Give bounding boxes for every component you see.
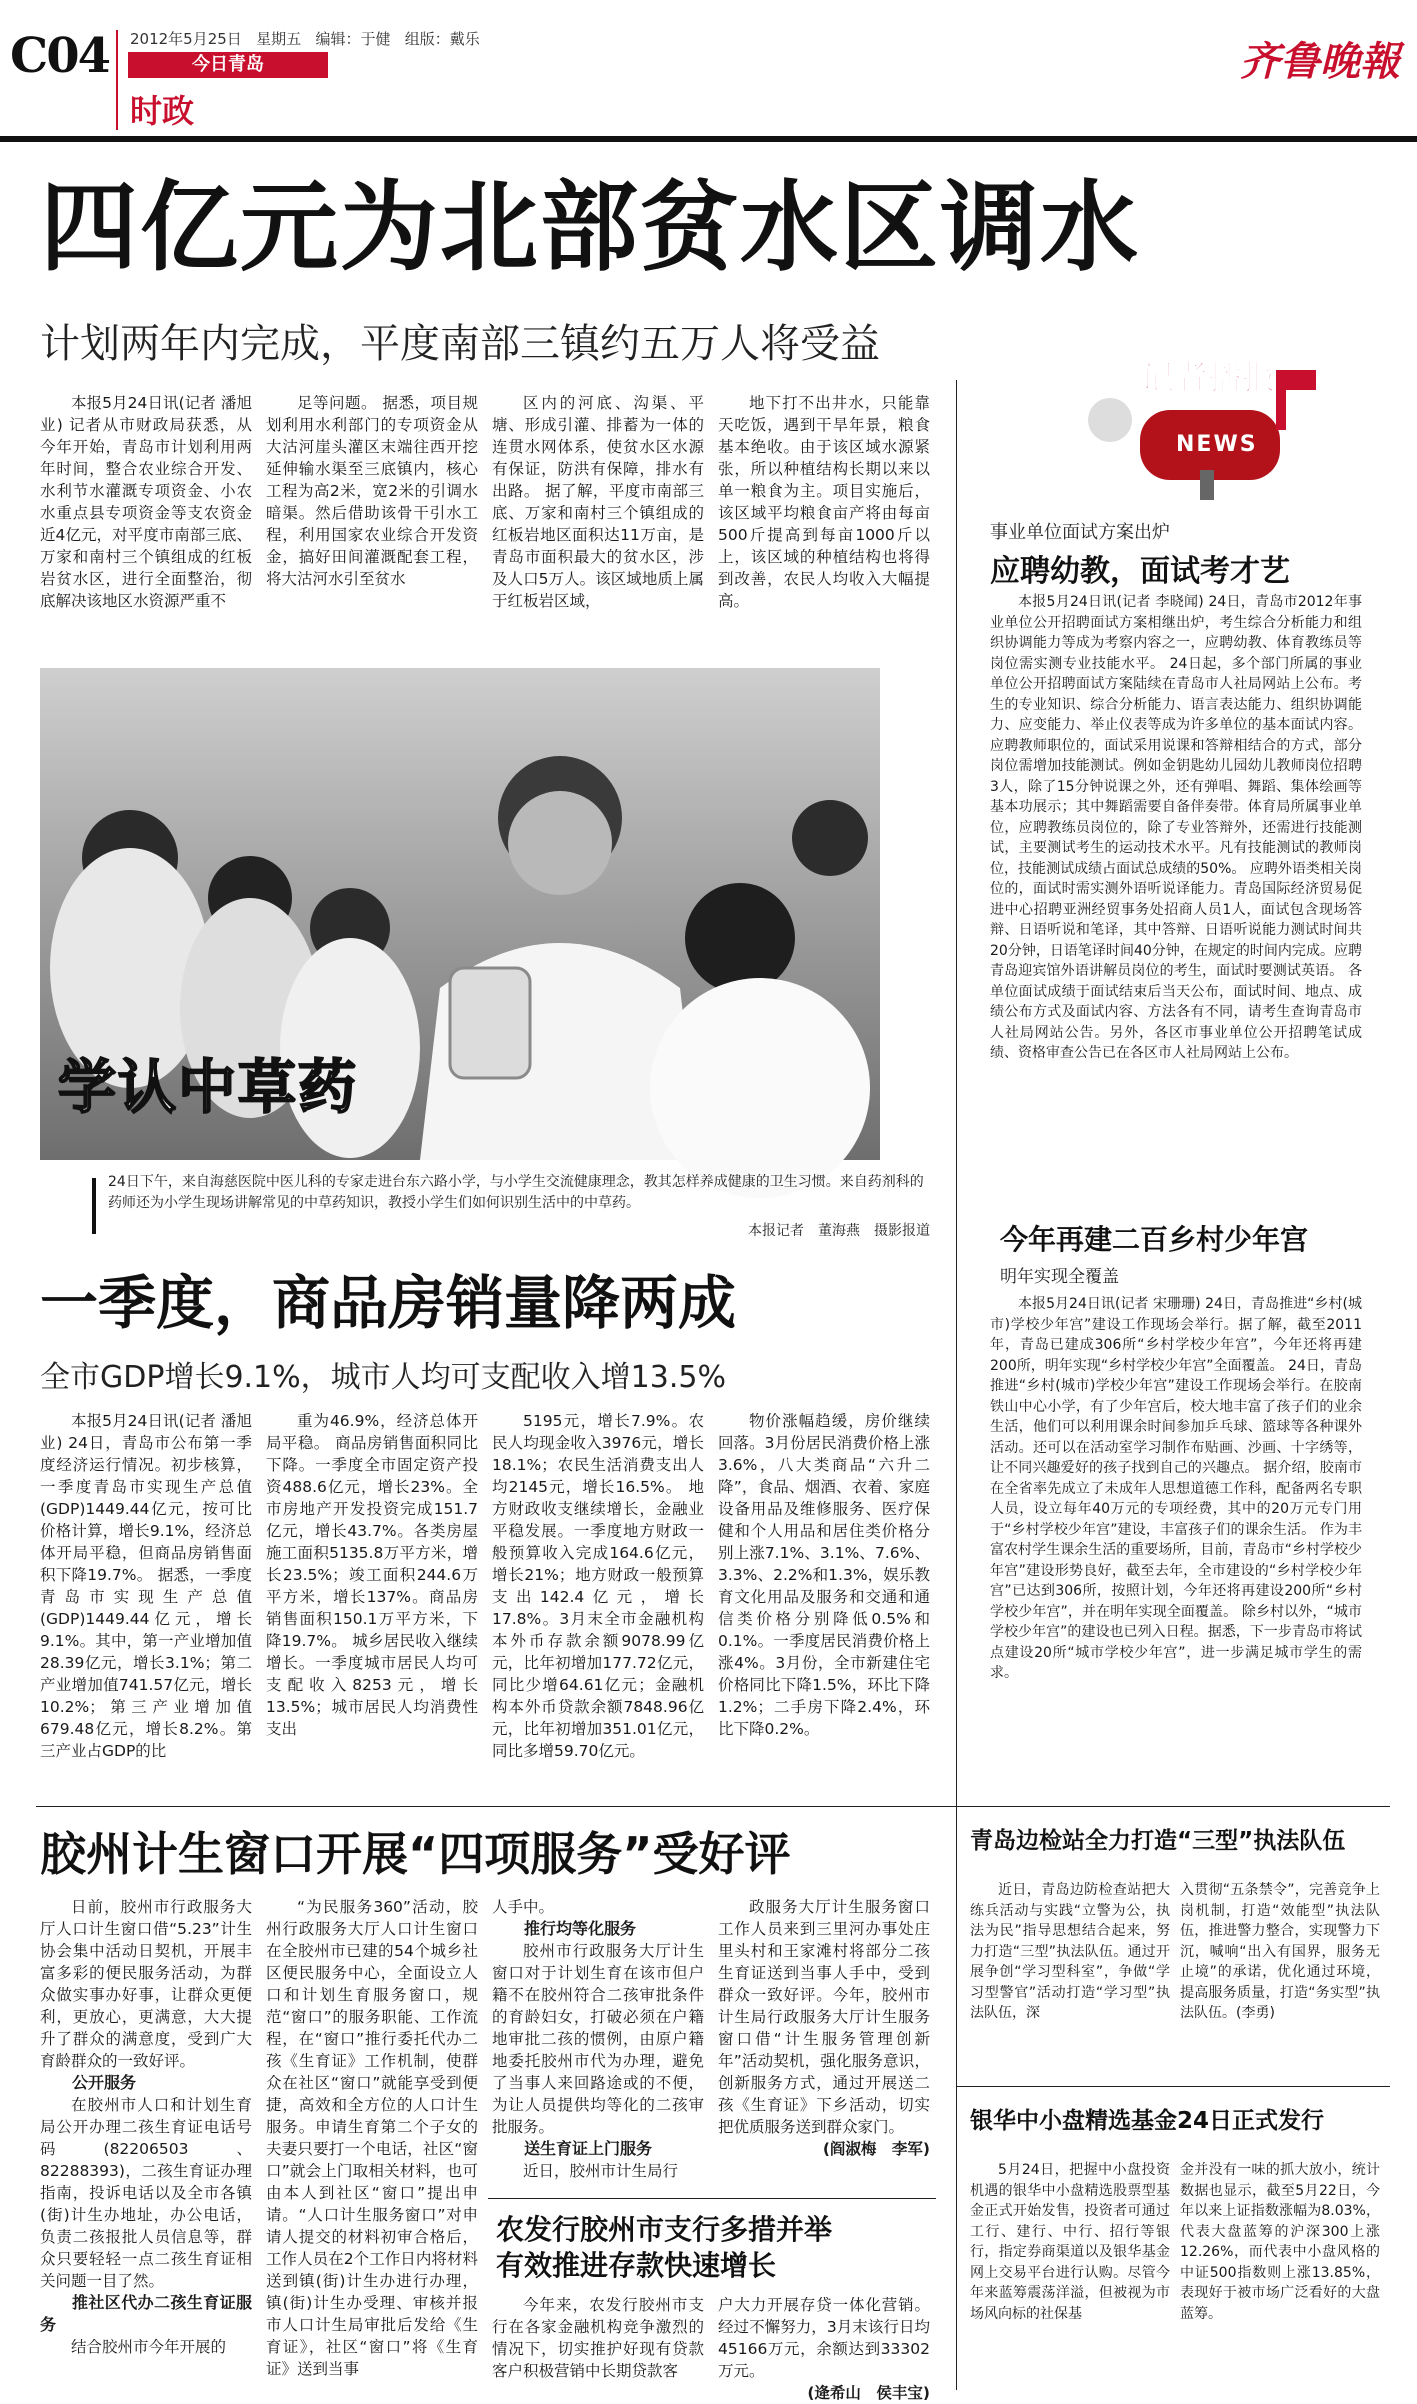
page-header	[0, 0, 1417, 140]
gdp-col-1-text: 本报5月24日讯(记者 潘旭业) 24日，青岛市公布第一季度经济运行情况。初步核算，一季度青岛市实现生产总值(GDP)1449.44亿元，按可比价格计算，增长9.1%，经济总体开局平稳，但商品房销售面积下降19.7%。 据悉，一季度青岛市实现生产总值(GDP)1449.44亿元，增长9.1%。其中，第一产业增加值28.39亿元，增长3.1%；第二产业增加值741.57亿元，增长10.2%；第三产业增加值679.48亿元，增长8.2%。第三产业占GDP的比	[40, 1412, 252, 1760]
nongfa-headline-line2: 有效推进存款快速增长	[496, 2249, 777, 2282]
divider-gdp-bottom	[36, 1806, 956, 1807]
divider-border-top	[956, 1806, 1390, 1807]
jiaozhou-col-1	[40, 1896, 252, 2386]
gdp-col-3-text: 5195元，增长7.9%。农民人均现金收入3976元，增长18.1%；农民生活消费支出人均2145元，增长16.5%。 地方财政收支继续增长，金融业平稳发展。一季度地方财政一般预算收入完成164.6亿元，增长21%；地方财政一般预算支出142.4亿元，增长17.8%。3月末全市金融机构本外币存款余额9078.99亿元，比年初增加177.72亿元，同比少增64.61亿元；金融机构本外币贷款余额7848.96亿元，比年初增加351.01亿元，同比多增59.70亿元。	[492, 1412, 704, 1760]
badge-news: NEWS	[1176, 432, 1258, 457]
jiaozhou-subhead-2: 推社区代办二孩生育证服务	[40, 2293, 252, 2334]
article4-left	[970, 2160, 1170, 2386]
lead-headline: 四亿元为北部贫水区调水	[40, 171, 1141, 285]
photo-credit: 本报记者 董海燕 摄影报道	[748, 1223, 930, 1239]
jiaozhou-col-1c-text: 结合胶州市今年开展的	[71, 2338, 227, 2356]
nongfa-col-left	[492, 2294, 704, 2386]
article3-left	[970, 1880, 1170, 2076]
nongfa-col-right	[718, 2294, 930, 2402]
article3-right-text: 入贯彻“五条禁令”，完善竞争上岗机制，打造“效能型”执法队伍，推进警力整合，实现警力下沉，喊响“出入有国界，服务无止境”的承诺，优化通过环境，提高服务质量，打造“务实型”执法队伍。(李勇)	[1180, 1882, 1380, 2021]
gdp-subheadline: 全市GDP增长9.1%，城市人均可支配收入增13.5%	[40, 1360, 726, 1395]
article4-title: 银华中小盘精选基金24日正式发行	[970, 2108, 1325, 2134]
jiaozhou-subhead-4: 送生育证上门服务	[524, 2139, 653, 2158]
jiaozhou-col-3b-text: 胶州市行政服务大厅计生窗口对于计划生育在该市但户籍不在胶州符合二孩审批条件的育龄妇女，打破必须在户籍地审批二孩的惯例，由原户籍地委托胶州市代为办理，避免了当事人来回路途或的不便，为让人员提供均等化的二孩审批服务。	[492, 1942, 704, 2136]
divider-nongfa-top	[488, 2198, 936, 2199]
lead-col-3-text: 区内的河底、沟渠、平塘、形成引灌、排蓄为一体的连贯水网体系，使贫水区水源有保证，防洪有保障，排水有出路。 据了解，平度市南部三底、万家和南村三个镇组成的红板岩地区面积达11万亩，是青岛市面积最大的贫水区，涉及人口5万人。该区域地质上属于红板岩区域，	[492, 394, 704, 610]
article4-right-text: 金并没有一味的抓大放小，统计数据也显示，截至5月22日，今年以来上证指数涨幅为8.03%，代表大盘蓝筹的沪深300上涨12.26%，而代表中小盘风格的中证500指数则上涨13.85%，表现好于被市场广泛看好的大盘蓝筹。	[1180, 2162, 1380, 2322]
article2-kicker: 明年实现全覆盖	[1000, 1267, 1119, 1287]
photo-caption: 24日下午，来自海慈医院中医儿科的专家走进台东六路小学，与小学生交流健康理念，教其怎样养成健康的卫生习惯。来自药剂科的药师还为小学生现场讲解常见的中草药知识，教授小学生们如何识别生活中的中草药。	[108, 1174, 924, 1211]
lead-col-4	[718, 392, 930, 652]
lead-col-3	[492, 392, 704, 652]
article2-body	[990, 1294, 1362, 1794]
header-layout-editor: 组版：戴乐	[404, 30, 480, 48]
article4-right	[1180, 2160, 1380, 2386]
header-divider	[116, 30, 118, 130]
article4-left-text: 5月24日，把握中小盘投资机遇的银华中小盘精选股票型基金正式开始发售，投资者可通过工行、建行、中行、招行等银行，指定券商渠道以及银华基金网上交易平台进行认购。尽管今年来蓝筹震荡洋溢，但被视为市场风向标的社保基	[970, 2162, 1170, 2322]
gdp-col-4	[718, 1410, 930, 1790]
photo-overlay-title: 学认中草药	[58, 1053, 359, 1121]
nongfa-right-text: 户大力开展存贷一体化营销。经过不懈努力，3月末该行日均45166万元，余额达到33302万元。	[718, 2296, 930, 2380]
jiaozhou-col-3	[492, 1896, 704, 2196]
lead-col-1-text: 本报5月24日讯(记者 潘旭业) 记者从市财政局获悉，从今年开始，青岛市计划利用两年时间，整合农业综合开发、水利节水灌溉专项资金、小农水重点县专项资金等支农资金近4亿元，对平度市南部三底、万家和南村三个镇组成的红板岩贫水区，进行全面整治，彻底解决该地区水资源严重不	[40, 394, 252, 610]
article1-title: 应聘幼教，面试考才艺	[990, 554, 1290, 589]
nongfa-headline	[496, 2212, 936, 2284]
header-date: 2012年5月25日	[130, 30, 242, 48]
gdp-col-2	[266, 1410, 478, 1790]
section-label: 今日青岛	[192, 54, 264, 75]
article2-body-text: 本报5月24日讯(记者 宋珊珊) 24日，青岛推进“乡村(城市)学校少年宫”建设工作现场会举行。据了解，截至2011年，青岛已建成306所“乡村学校少年宫”，今年还将再建200所，明年实现“乡村学校少年宫”全面覆盖。 24日，青岛推进“乡村(城市)学校少年宫”建设工作现场会举行。在胶南铁山中心小学，有了少年宫后，校大地丰富了孩子们的业余生活，他们可以利用课余时间参加乒乓球、篮球等各种课外活动。还可以在活动室学习制作布贴画、沙画、十字绣等，让不同兴趣爱好的孩子找到自己的兴趣点。 据介绍，胶南市在全省率先成立了未成年人思想道德工作科，配备两名专职人员，设立每年40万元的专项经费，其中的20万元专门用于“乡村学校少年宫”建设，丰富孩子们的课余生活。 作为丰富农村学生课余生活的重要场所，目前，青岛市“乡村学校少年宫”建设形势良好，截至去年，全市建设的“乡村学校少年宫”已达到306所，按照计划，今年还将再建设200所“乡村学校少年宫”，并在明年实现全面覆盖。 除乡村以外，“城市学校少年宫”的建设也已列入日程。据悉，下一步青岛市将试点建设20所“城市学校少年宫”，进一步满足城市学生的需求。	[990, 1296, 1362, 1681]
jiaozhou-col-4	[718, 1896, 930, 2158]
jiaozhou-col-2-text: “为民服务360”活动，胶州行政服务大厅人口计生窗口在全胶州市已建的54个城乡社区便民服务中心，全面设立人口和计划生育服务窗口，规范“窗口”的服务职能、工作流程，在“窗口”推行委托代办二孩《生育证》工作机制，使群众在社区“窗口”就能享受到便捷，高效和全方位的人口计生服务。申请生育第二个子女的夫妻只要打一个电话，社区“窗口”就会上门取相关材料，也可由本人到社区“窗口”提出申请。“人口计生服务窗口”对申请人提交的材料初审合格后，工作人员在2个工作日内将材料送到镇(街)计生办进行办理，镇(街)计生办受理、审核并报市人口计生局审批后发给《生育证》，社区“窗口”将《生育证》送到当事	[266, 1898, 478, 2378]
lead-col-2	[266, 392, 478, 652]
article2-title: 今年再建二百乡村少年宫	[1000, 1223, 1309, 1256]
article3-title: 青岛边检站全力打造“三型”执法队伍	[970, 1828, 1346, 1854]
article1-body	[990, 592, 1362, 1214]
subsection-label: 时政	[130, 92, 195, 130]
jiaozhou-col-1-text: 日前，胶州市行政服务大厅人口计生窗口借“5.23”计生协会集中活动日契机，开展丰富多彩的便民服务活动，为群众做实事办好事，让群众更便利，更放心，更满意，大大提升了群众的满意度，受到广大育龄群众的一致好评。	[40, 1898, 252, 2070]
header-editor: 编辑：于健	[315, 30, 391, 48]
jiaozhou-subhead-1: 公开服务	[72, 2073, 137, 2092]
lead-col-1	[40, 392, 252, 652]
caption-bar	[92, 1178, 96, 1234]
lead-col-4-text: 地下打不出井水，只能靠天吃饭，遇到干旱年景，粮食基本绝收。由于该区域水源紧张，所以种植结构长期以来以单一粮食为主。项目实施后，该区域平均粮食亩产将由每亩500斤提高到每亩1000斤以上，该区域的种植结构也将得到改善，农民人均收入大幅提高。	[718, 394, 930, 610]
jiaozhou-headline: 胶州计生窗口开展“四项服务”受好评	[40, 1827, 791, 1881]
lead-subheadline: 计划两年内完成，平度南部三镇约五万人将受益	[40, 321, 880, 367]
nongfa-headline-line1: 农发行胶州市支行多措并举	[496, 2213, 833, 2246]
jiaozhou-col-3a-text: 人手中。	[492, 1898, 555, 1916]
header-meta	[130, 28, 480, 49]
jiaozhou-col-4-text: 政服务大厅计生服务窗口工作人员来到三里河办事处庄里头村和王家滩村将部分二孩生育证送到当事人手中，受到群众一致好评。今年，胶州市计生局行政服务大厅计生服务窗口借“计生服务管理创新年”活动契机，强化服务意识，创新服务方式，通过开展送二孩《生育证》下乡活动，切实把优质服务送到群众家门。	[718, 1898, 930, 2136]
section-tab	[128, 52, 328, 78]
reporter-broadcast-badge	[1080, 350, 1330, 500]
lead-col-2-text: 足等问题。 据悉，项目规划利用水利部门的专项资金从大沽河崖头灌区末端往西开挖延伸输水渠至三底镇内，核心工程为高2米，宽2米的引调水暗渠。然后借助该骨干引水工程，利用国家农业综合开发资金，搞好田间灌溉配套工程，将大沽河水引至贫水	[266, 394, 478, 588]
article1-body-text: 本报5月24日讯(记者 李晓闻) 24日，青岛市2012年事业单位公开招聘面试方案相继出炉，考生综合分析能力和组织协调能力等成为考察内容之一，应聘幼教、体育教练员等岗位需实测专业技能水平。 24日起，多个部门所属的事业单位公开招聘面试方案陆续在青岛市人社局网站上公布。考生的专业知识、综合分析能力、语言表达能力、组织协调能力、应变能力、举止仪表等成为许多单位的基本面试内容。应聘教师职位的，面试采用说课和答辩相结合的方式，部分岗位需增加技能测试。例如金钥匙幼儿园幼儿教师岗位招聘3人，除了15分钟说课之外，还有弹唱、舞蹈、集体绘画等基本功展示；其中舞蹈需要自备伴奏带。体育局所属事业单位，应聘教练员岗位的，除了专业答辩外，还需进行技能测试，主要测试考生的运动技术水平。凡有技能测试的教师岗位，技能测试成绩占面试总成绩的50%。 应聘外语类相关岗位的，面试时需实测外语听说译能力。青岛国际经济贸易促进中心招聘亚洲经贸事务处招商人员1人，面试包含现场答辩、日语听说和笔译，其中答辩、日语听说能力测试时间共20分钟，日语笔译时间40分钟，在规定的时间内完成。应聘青岛迎宾馆外语讲解员岗位的考生，面试时要测试英语。 各单位面试成绩于面试结束后当天公布，面试时间、地点、成绩公布方式及面试内容、方法各有不同，请考生查询青岛市人社局网站公告。另外，各区市事业单位公开招聘笔试成绩、资格审查公告已在各区市人社局网站上公布。	[990, 594, 1362, 1061]
divider-fund-top	[956, 2086, 1390, 2087]
gdp-col-4-text: 物价涨幅趋缓，房价继续回落。3月份居民消费价格上涨3.6%，八大类商品“六升二降”，食品、烟酒、衣着、家庭设备用品及维修服务、医疗保健和个人用品和居住类价格分别上涨7.1%、3.1%、7.6%、3.3%、2.2%和1.3%，娱乐教育文化用品及服务和交通和通信类价格分别降低0.5%和0.1%。一季度居民消费价格上涨4%。3月份，全市新建住宅价格同比下降1.5%，环比下降1.2%；二手房下降2.4%，环比下降0.2%。	[718, 1412, 930, 1738]
badge-title: 记者播报	[1140, 358, 1276, 398]
header-rule	[0, 136, 1417, 142]
jiaozhou-col-1b-text: 在胶州市人口和计划生育局公开办理二孩生育证电话号码(82206503、82288393)，二孩生育证办理指南，投诉电话以及全市各镇(街)计生办地址，办公电话，负责二孩报批人员信息等，群众只要轻轻一点二孩生育证相关问题一目了然。	[40, 2096, 252, 2290]
jiaozhou-col-2	[266, 1896, 478, 2386]
article1-kicker: 事业单位面试方案出炉	[990, 522, 1170, 543]
jiaozhou-col-3c-text: 近日，胶州市计生局行	[523, 2162, 679, 2180]
page-number: C04	[10, 28, 109, 84]
gdp-headline: 一季度，商品房销量降两成	[40, 1269, 737, 1337]
article3-left-text: 近日，青岛边防检查站把大练兵活动与实践“立警为公，执法为民”指导思想结合起来，努力打造“三型”执法队伍。通过开展争创“学习型科室”，争做“学习型警官”活动打造“学习型”执法队伍，深	[970, 1882, 1170, 2021]
nongfa-left-text: 今年来，农发行胶州市支行在各家金融机构竞争激烈的情况下，切实推护好现有贷款客户积极营销中长期贷款客	[492, 2296, 704, 2380]
gdp-col-3	[492, 1410, 704, 1790]
jiaozhou-subhead-3: 推行均等化服务	[524, 1919, 637, 1938]
jiaozhou-credit: (阎淑梅 李军)	[822, 2140, 930, 2158]
article3-right	[1180, 1880, 1380, 2076]
news-photo	[40, 668, 880, 1160]
gdp-col-1	[40, 1410, 252, 1790]
gdp-col-2-text: 重为46.9%，经济总体开局平稳。 商品房销售面积同比下降。一季度全市固定资产投资488.6亿元，增长23%。全市房地产开发投资完成151.7亿元，增长43.7%。各类房屋施工面积5135.8万平方米，增长23.5%；竣工面积244.6万平方米，增长137%。商品房销售面积150.1万平方米，下降19.7%。 城乡居民收入继续增长。一季度城市居民人均可支配收入8253元，增长13.5%；城市居民人均消费性支出	[266, 1412, 478, 1738]
sidebar-divider	[956, 380, 957, 2390]
header-weekday: 星期五	[256, 30, 302, 48]
nongfa-credit: (逄希山 侯丰宝)	[807, 2384, 930, 2402]
masthead-logo: 齐鲁晚報	[1240, 38, 1400, 85]
